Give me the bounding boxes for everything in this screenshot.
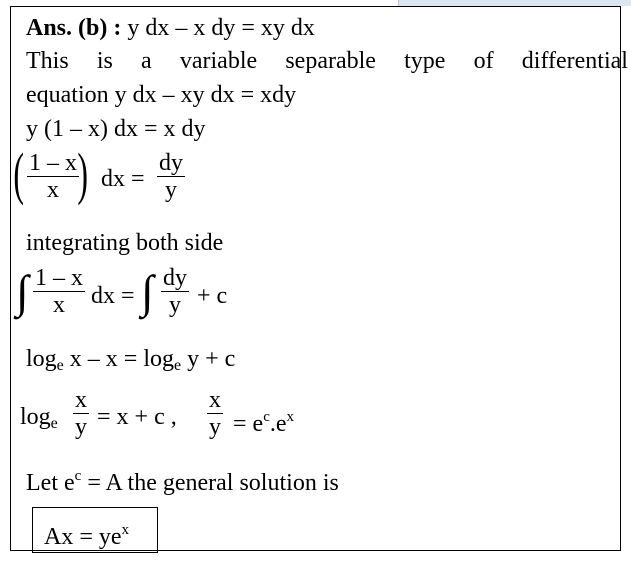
denominator: x xyxy=(47,177,59,203)
answer-box xyxy=(10,6,628,551)
intro-word: of xyxy=(473,48,494,74)
numerator: 1 – x xyxy=(35,265,83,291)
intro-word: type xyxy=(404,48,446,74)
middle-text: x – x = log xyxy=(69,346,174,372)
final-text: Ax = ye xyxy=(44,524,122,550)
integral-sign: ∫ xyxy=(16,266,29,317)
step-4-equation xyxy=(26,345,235,380)
fraction-1-minus-x-over-x xyxy=(27,150,79,203)
denominator: y xyxy=(75,414,87,440)
log-text: log xyxy=(26,346,57,372)
let-text: Let e xyxy=(26,470,75,496)
rhs-text: = e xyxy=(233,411,264,437)
answer-line xyxy=(26,14,315,42)
numerator: dy xyxy=(159,150,183,176)
intro-word: separable xyxy=(285,48,376,74)
denominator: y xyxy=(209,414,221,440)
intro-line-1 xyxy=(26,47,628,75)
left-paren: ( xyxy=(13,141,24,206)
numerator: x xyxy=(75,387,87,413)
log-base: e xyxy=(50,415,58,432)
denominator: x xyxy=(53,292,65,318)
numerator: 1 – x xyxy=(29,150,77,176)
answer-label: Ans. (b) : xyxy=(26,15,122,41)
fraction-x-over-y xyxy=(73,387,89,440)
let-line xyxy=(26,462,339,497)
fraction-dy-over-y xyxy=(157,150,185,203)
dx-equals: dx = xyxy=(91,283,135,309)
log-base: e xyxy=(56,357,64,374)
numerator: x xyxy=(209,387,221,413)
intro-word: a xyxy=(141,48,152,74)
final-answer-box xyxy=(32,507,158,553)
denominator: y xyxy=(165,177,177,203)
integral-sign: ∫ xyxy=(141,266,154,317)
intro-word: differential xyxy=(521,48,628,74)
fraction-x-over-y xyxy=(207,387,223,440)
log-base: e xyxy=(173,357,182,374)
exponent: x xyxy=(286,409,295,425)
intro-word: This xyxy=(26,48,69,74)
denominator: y xyxy=(169,292,181,318)
intro-word: variable xyxy=(179,48,258,74)
let-text: = A the general solution is xyxy=(87,470,339,496)
intro-line-2: equation y dx – xy dx = xdy xyxy=(26,82,297,108)
exponent: c xyxy=(263,409,270,425)
log-e xyxy=(20,403,58,438)
tail-text: y + c xyxy=(187,346,236,372)
integrating-text: integrating both side xyxy=(26,230,224,256)
intro-word: is xyxy=(96,48,113,74)
final-answer xyxy=(44,516,129,551)
equals-e-power xyxy=(233,403,294,438)
dx-equals: dx = xyxy=(101,166,145,192)
fraction-dy-over-y xyxy=(161,265,189,318)
numerator: dy xyxy=(163,265,187,291)
exponent: c xyxy=(74,468,82,484)
given-equation: y dx – x dy = xy dx xyxy=(127,15,315,41)
rhs-text: .e xyxy=(269,411,287,437)
log-text: log xyxy=(20,404,51,430)
fraction-1-minus-x-over-x xyxy=(33,265,85,318)
right-paren: ) xyxy=(77,141,88,206)
plus-c: + c xyxy=(197,283,228,309)
exponent: x xyxy=(121,522,130,538)
step-1-equation: y (1 – x) dx = x dy xyxy=(26,116,206,142)
equals-x-plus-c: = x + c , xyxy=(97,404,177,430)
